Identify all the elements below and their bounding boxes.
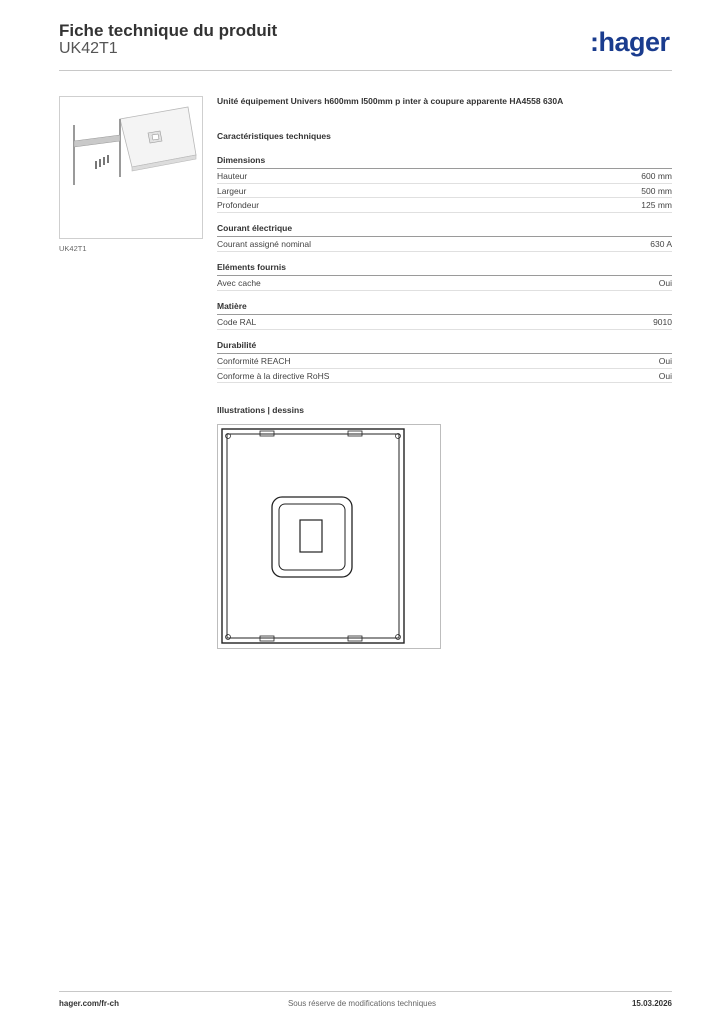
- spec-row: [217, 198, 672, 213]
- spec-group-current: [217, 223, 672, 252]
- spec-value: 630 A: [650, 239, 672, 249]
- spec-group-title: Matière: [217, 301, 672, 315]
- spec-label: Avec cache: [217, 278, 261, 288]
- spec-label: Largeur: [217, 185, 247, 196]
- spec-value: Oui: [658, 356, 672, 366]
- spec-value: Oui: [658, 278, 672, 288]
- spec-group-title: Courant électrique: [217, 223, 672, 237]
- logo-text: hager: [598, 27, 670, 57]
- spec-row: [217, 369, 672, 384]
- spec-group-title: Durabilité: [217, 340, 672, 354]
- product-image: [59, 96, 203, 239]
- spec-label: Conformité REACH: [217, 356, 291, 366]
- spec-group-title: Eléments fournis: [217, 262, 672, 276]
- spec-row: [217, 184, 672, 199]
- spec-label: Profondeur: [217, 200, 260, 210]
- spec-value: 9010: [653, 317, 672, 327]
- spec-value: 500 mm: [641, 185, 672, 196]
- footer-date: 15.03.2026: [631, 999, 672, 1008]
- illustrations-title: Illustrations | dessins: [217, 405, 304, 415]
- header-divider: [59, 70, 672, 71]
- technical-drawing: [217, 424, 441, 649]
- spec-group-material: [217, 301, 672, 330]
- specs-section-title: Caractéristiques techniques: [217, 131, 331, 141]
- spec-group-dimensions: [217, 155, 672, 213]
- spec-row: [217, 315, 672, 330]
- spec-label: Code RAL: [217, 317, 257, 327]
- spec-row: [217, 276, 672, 291]
- spec-row: [217, 354, 672, 369]
- spec-value: 125 mm: [641, 200, 672, 210]
- spec-group-title: Dimensions: [217, 155, 672, 169]
- hager-logo[interactable]: :hager: [590, 27, 670, 57]
- spec-value: Oui: [658, 370, 672, 381]
- spec-label: Conforme à la directive RoHS: [217, 370, 330, 381]
- spec-row: [217, 237, 672, 252]
- footer-divider: [59, 991, 672, 992]
- page-title: Fiche technique du produit: [59, 21, 278, 40]
- spec-label: Courant assigné nominal: [217, 239, 312, 249]
- spec-value: 600 mm: [641, 171, 672, 181]
- spec-row: [217, 169, 672, 184]
- product-description: Unité équipement Univers h600mm l500mm p inter à coupure apparente HA4558 630A: [217, 96, 564, 106]
- product-code: UK42T1: [59, 40, 118, 57]
- footer-disclaimer: Sous réserve de modifications techniques: [287, 999, 437, 1008]
- spec-label: Hauteur: [217, 171, 248, 181]
- front-view-drawing: [218, 425, 440, 648]
- footer-website-link[interactable]: hager.com/fr-ch: [59, 999, 120, 1008]
- product-illustration: [60, 97, 202, 238]
- product-image-caption: UK42T1: [59, 244, 87, 253]
- spec-group-durability: [217, 340, 672, 383]
- spec-group-supplied: [217, 262, 672, 291]
